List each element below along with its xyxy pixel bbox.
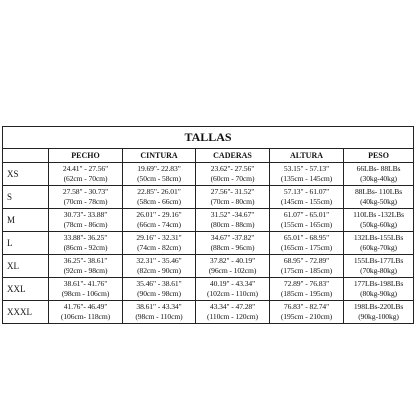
table-row [3,209,414,232]
cell-caderas [196,232,270,255]
value-metric: (145cm - 155cm) [280,197,333,206]
value-metric: (70cm - 78cm) [63,197,108,206]
cell-peso [344,278,414,301]
cell-pecho [49,186,123,209]
cell-pecho [49,232,123,255]
value-inches: 31.52" -34.67" [210,210,255,219]
header-size-blank [3,149,49,163]
size-label: M [3,209,49,232]
cell-caderas [196,255,270,278]
table-row [3,255,414,278]
cell-altura [270,255,344,278]
value-inches: 177LBs-198LBs [353,279,404,288]
size-label: L [3,232,49,255]
value-inches: 30.73"- 33.88" [63,210,108,219]
cell-pecho [49,163,123,186]
table-row [3,232,414,255]
value-metric: (90kg-100kg) [358,312,399,321]
cell-caderas [196,186,270,209]
cell-altura [270,278,344,301]
value-metric: (106cm- 118cm) [60,312,111,321]
cell-altura [270,301,344,324]
table-row [3,278,414,301]
cell-pecho [49,255,123,278]
size-label: S [3,186,49,209]
value-metric: (96cm - 102cm) [208,266,257,275]
value-inches: 34.67" -37.82" [210,233,255,242]
size-label: XXXL [3,301,49,324]
value-metric: (195cm - 210cm) [280,312,333,321]
value-metric: (70kg-80kg) [360,266,397,275]
value-metric: (86cm - 92cm) [63,243,108,252]
value-metric: (60cm - 70cm) [210,174,255,183]
value-inches: 132LBs-155LBs [353,233,404,242]
cell-caderas [196,163,270,186]
cell-peso [344,255,414,278]
value-inches: 27.58" - 30.73" [62,187,109,196]
header-row [3,149,414,163]
value-metric: (70cm - 80cm) [210,197,255,206]
value-metric: (78cm - 86cm) [63,220,108,229]
cell-cintura [123,186,196,209]
size-label: XS [3,163,49,186]
value-inches: 61.07" - 65.01" [283,210,330,219]
value-inches: 24.41" - 27.56" [62,164,109,173]
value-metric: (98cm - 110cm) [135,312,183,321]
value-inches: 72.89" - 76.83" [283,279,330,288]
value-metric: (88cm - 96cm) [210,243,255,252]
value-inches: 43.34" - 47.28" [209,302,256,311]
header-altura: ALTURA [270,149,344,163]
value-inches: 29.16" - 32.31" [136,233,182,242]
cell-cintura [123,232,196,255]
value-inches: 35.46" - 38.61" [136,279,182,288]
value-metric: (135cm - 145cm) [280,174,333,183]
value-inches: 53.15" - 57.13" [283,164,330,173]
value-metric: (155cm - 165cm) [280,220,333,229]
header-peso: PESO [344,149,414,163]
cell-cintura [123,278,196,301]
value-metric: (80kg-90kg) [360,289,397,298]
value-metric: (58cm - 66cm) [137,197,181,206]
cell-peso [344,186,414,209]
value-inches: 22.85"- 26.01" [137,187,181,196]
value-inches: 40.19" - 43.34" [209,279,256,288]
value-inches: 26.01" - 29.16" [136,210,182,219]
value-inches: 33.88"- 36.25" [63,233,108,242]
header-caderas: CADERAS [196,149,270,163]
cell-caderas [196,301,270,324]
value-inches: 155LBs-177LBs [353,256,404,265]
cell-cintura [123,163,196,186]
size-table [2,126,414,324]
value-inches: 198LBs-220LBs [353,302,404,311]
header-pecho: PECHO [49,149,123,163]
size-label: XXL [3,278,49,301]
value-metric: (175cm - 185cm) [280,266,333,275]
cell-peso [344,209,414,232]
value-metric: (102cm - 110cm) [207,289,258,298]
value-inches: 76.83" - 82.74" [283,302,330,311]
value-metric: (50cm - 58cm) [137,174,181,183]
cell-pecho [49,209,123,232]
value-inches: 38.61" - 43.34" [136,302,182,311]
cell-pecho [49,278,123,301]
value-metric: (40kg-50kg) [360,197,397,206]
table-row [3,186,414,209]
cell-caderas [196,278,270,301]
cell-pecho [49,301,123,324]
cell-peso [344,163,414,186]
cell-cintura [123,255,196,278]
value-metric: (74cm - 82cm) [137,243,181,252]
value-metric: (82cm - 90cm) [137,266,181,275]
value-metric: (30kg-40kg) [360,174,397,183]
value-inches: 23.62"- 27.56" [210,164,255,173]
value-metric: (62cm - 70cm) [63,174,108,183]
value-metric: (185cm - 195cm) [280,289,333,298]
cell-cintura [123,301,196,324]
cell-cintura [123,209,196,232]
value-inches: 19.69"- 22.83" [137,164,181,173]
value-metric: (80cm - 88cm) [210,220,255,229]
cell-peso [344,301,414,324]
cell-caderas [196,209,270,232]
cell-altura [270,163,344,186]
value-metric: (165cm - 175cm) [280,243,333,252]
value-metric: (110cm - 120cm) [207,312,258,321]
value-inches: 57.13" - 61.07" [283,187,330,196]
value-metric: (60kg-70kg) [360,243,397,252]
cell-altura [270,209,344,232]
value-inches: 32.31" - 35.46" [136,256,182,265]
table-title: TALLAS [3,127,414,149]
cell-altura [270,186,344,209]
value-inches: 27.56"- 31.52" [210,187,255,196]
cell-altura [270,232,344,255]
value-inches: 37.82" - 40.19" [209,256,256,265]
value-inches: 110LBs -132LBs [353,210,404,219]
value-inches: 65.01" - 68.95" [283,233,330,242]
value-metric: (98cm - 106cm) [61,289,110,298]
value-metric: (66cm - 74cm) [137,220,181,229]
cell-peso [344,232,414,255]
value-inches: 66LBs- 88LBs [356,164,401,173]
size-label: XL [3,255,49,278]
table-row [3,163,414,186]
value-metric: (92cm - 98cm) [63,266,108,275]
value-inches: 41.76"- 46.49" [63,302,108,311]
value-inches: 38.61"- 41.76" [63,279,108,288]
value-metric: (90cm - 98cm) [137,289,181,298]
header-cintura: CINTURA [123,149,196,163]
value-metric: (50kg-60kg) [360,220,397,229]
value-inches: 68.95" - 72.89" [283,256,330,265]
table-row [3,301,414,324]
value-inches: 88LBs- 110LBs [354,187,403,196]
value-inches: 36.25"- 38.61" [63,256,108,265]
